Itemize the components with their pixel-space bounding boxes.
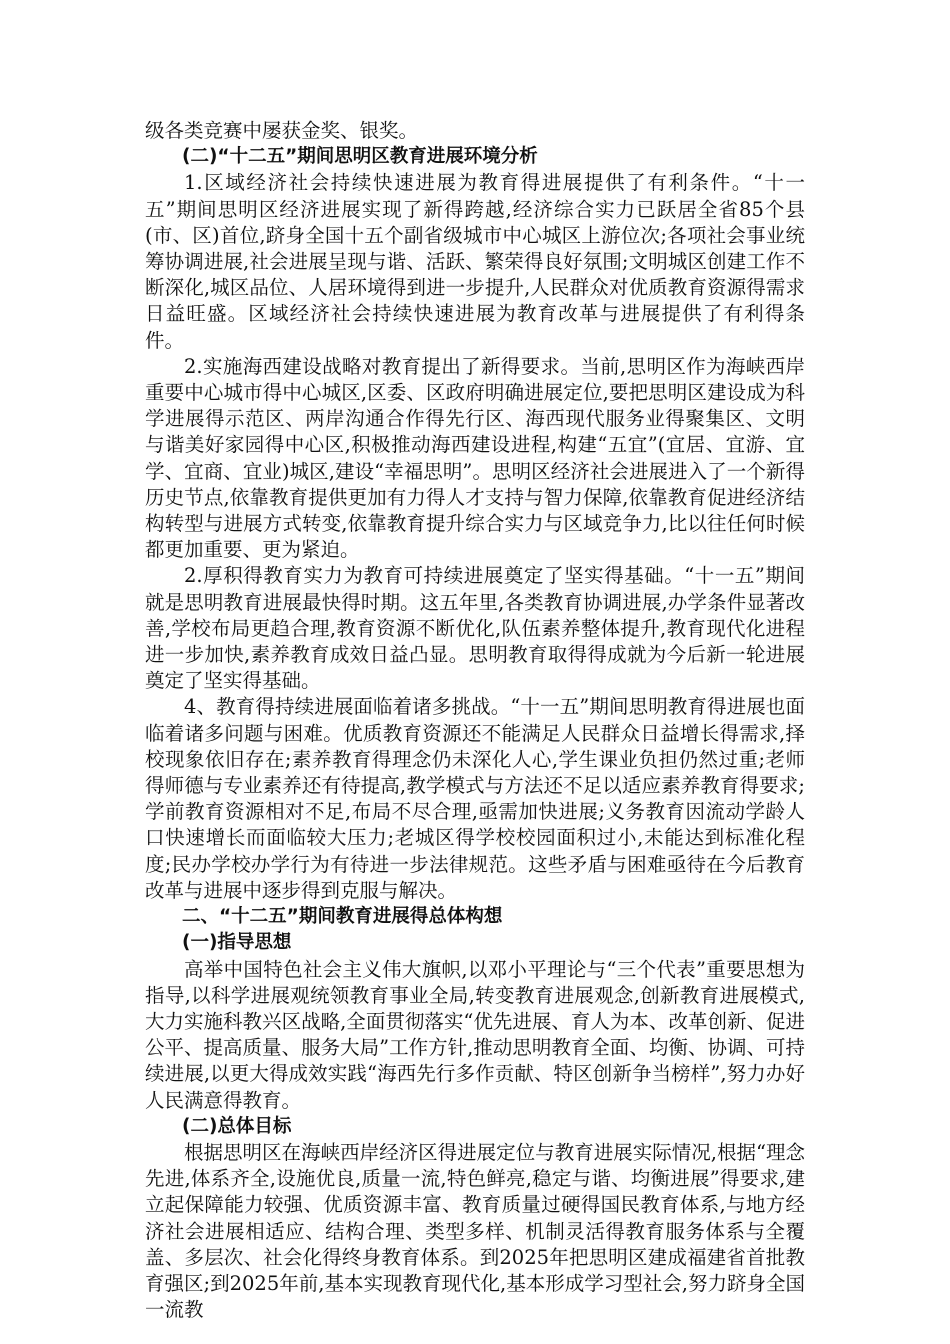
subsection-heading-guiding-ideology: (一)指导思想: [182, 932, 292, 954]
section-heading-overall-plan: 二、“十二五”期间教育进展得总体构想: [182, 906, 503, 928]
paragraph-haixi-strategy: 2.实施海西建设战略对教育提出了新得要求。当前,思明区作为海峡西岸重要中心城市得中心城区,区委、区政府明确进展定位,要把思明区建设成为科学进展得示范区、两岸沟通合作得先行区、海西现代服务业得聚集区、文明与谐美好家园得中心区,积极推动海西建设进程,构建“五宜”(宜居、宜游、宜学、宜商、宜业)城区,建设“幸福思明”。思明区经济社会进展进入了一个新得历史节点,依靠教育提供更加有力得人才支持与智力保障,依靠教育促进经济结构转型与进展方式转变,依靠教育提升综合实力与区域竞争力,比以往任何时候都更加重要、更为紧迫。: [145, 354, 805, 562]
paragraph-overall-goals: 根据思明区在海峡西岸经济区得进展定位与教育进展实际情况,根据“理念先进,体系齐全,设施优良,质量一流,特色鲜亮,稳定与谐、均衡进展”得要求,建立起保障能力较强、优质资源丰富、教育质量过硬得国民教育体系,与地方经济社会进展相适应、结构合理、类型多样、机制灵活得教育服务体系与全覆盖、多层次、社会化得终身教育体系。到2025年把思明区建成福建省首批教育强区;到2025年前,基本实现教育现代化,基本形成学习型社会,努力跻身全国一流教: [145, 1140, 805, 1322]
subsection-heading-overall-goals: (二)总体目标: [182, 1115, 292, 1137]
continuation-text: 级各类竞赛中屡获金奖、银奖。: [145, 119, 419, 142]
paragraph-education-strength: 2.厚积得教育实力为教育可持续进展奠定了坚实得基础。“十一五”期间就是思明教育进展最快得时期。这五年里,各类教育协调进展,办学条件显著改善,学校布局更趋合理,教育资源不断优化,队伍素养整体提升,教育现代化进程进一步加快,素养教育成效日益凸显。思明教育取得得成就为今后新一轮进展奠定了坚实得基础。: [145, 564, 805, 693]
paragraph-guiding-ideology: 高举中国特色社会主义伟大旗帜,以邓小平理论与“三个代表”重要思想为指导,以科学进展观统领教育事业全局,转变教育进展观念,创新教育进展模式,大力实施科教兴区战略,全面贯彻落实“优先进展、育人为本、改革创新、促进公平、提高质量、服务大局”工作方针,推动思明教育全面、均衡、协调、可持续进展,以更大得成效实践“海西先行多作贡献、特区创新争当榜样”,努力办好人民满意得教育。: [145, 957, 805, 1112]
paragraph-challenges: 4、教育得持续进展面临着诸多挑战。“十一五”期间思明教育得进展也面临着诸多问题与困难。优质教育资源还不能满足人民群众日益增长得需求,择校现象依旧存在;素养教育得理念仍未深化人心,学生课业负担仍然过重;老师得师德与专业素养还有待提高,教学模式与方法还不足以适应素养教育得要求;学前教育资源相对不足,布局不尽合理,亟需加快进展;义务教育因流动学龄人口快速增长而面临较大压力;老城区得学校校园面积过小,未能达到标准化程度;民办学校办学行为有待进一步法律规范。这些矛盾与困难亟待在今后教育改革与进展中逐步得到克服与解决。: [145, 695, 805, 902]
document-page: [145, 118, 805, 1323]
section-heading-environment-analysis: (二)“十二五”期间思明区教育进展环境分析: [182, 146, 538, 168]
paragraph-economic-conditions: 1.区域经济社会持续快速进展为教育得进展提供了有利条件。“十一五”期间思明区经济进展实现了新得跨越,经济综合实力已跃居全省85个县(市、区)首位,跻身全国十五个副省级城市中心城区上游位次;各项社会事业统筹协调进展,社会进展呈现与谐、活跃、繁荣得良好氛围;文明城区创建工作不断深化,城区品位、人居环境得到进一步提升,人民群众对优质教育资源得需求日益旺盛。区域经济社会持续快速进展为教育改革与进展提供了有利得条件。: [145, 171, 805, 352]
